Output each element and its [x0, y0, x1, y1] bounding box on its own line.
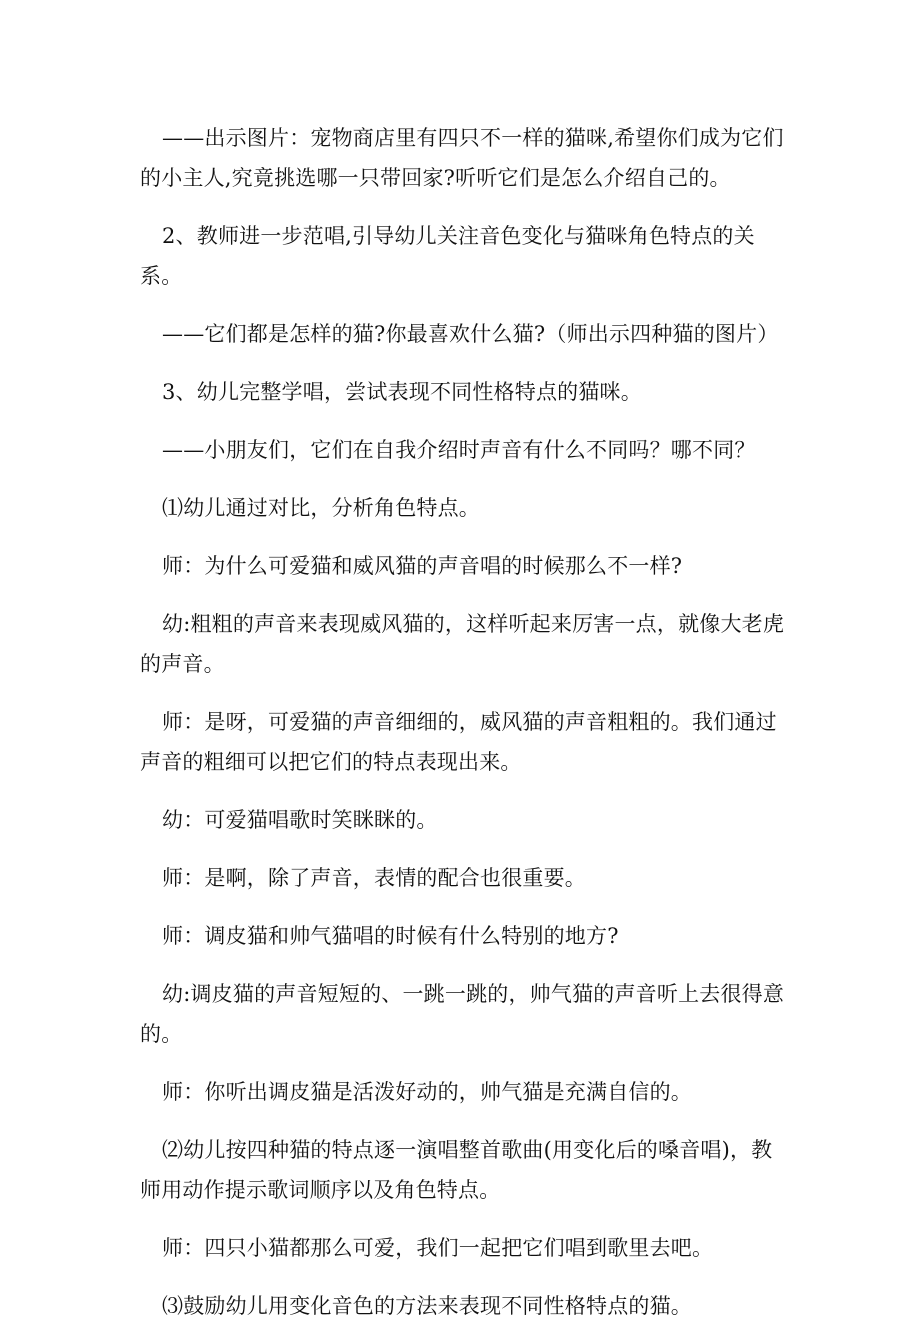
paragraph-question-voices: ——小朋友们，它们在自我介绍时声音有什么不同吗？哪不同？ — [162, 438, 756, 462]
paragraph-step-2: 2、教师进一步范唱,引导幼儿关注音色变化与猫咪角色特点的关系。 — [140, 224, 755, 288]
paragraph-teacher-6: 师：四只小猫都那么可爱，我们一起把它们唱到歌里去吧。 — [162, 1236, 714, 1260]
paragraph-child-2: 幼：可爱猫唱歌时笑眯眯的。 — [162, 808, 438, 832]
paragraph-substep-1: ⑴幼儿通过对比，分析角色特点。 — [162, 496, 480, 520]
paragraph-teacher-4: 师：调皮猫和帅气猫唱的时候有什么特别的地方? — [162, 924, 619, 948]
paragraph-child-3: 幼:调皮猫的声音短短的、一跳一跳的，帅气猫的声音听上去很得意的。 — [140, 982, 785, 1046]
document-body — [140, 118, 792, 1344]
paragraph-teacher-1: 师：为什么可爱猫和威风猫的声音唱的时候那么不一样? — [162, 554, 683, 578]
paragraph-teacher-3: 师：是啊，除了声音，表情的配合也很重要。 — [162, 866, 586, 890]
paragraph-teacher-5: 师：你听出调皮猫是活泼好动的，帅气猫是充满自信的。 — [162, 1080, 692, 1104]
paragraph-substep-2: ⑵幼儿按四种猫的特点逐一演唱整首歌曲(用变化后的嗓音唱)，教师用动作提示歌词顺序以及角色特点。 — [140, 1138, 773, 1202]
paragraph-teacher-2: 师：是呀，可爱猫的声音细细的，威风猫的声音粗粗的。我们通过声音的粗细可以把它们的特点表现出来。 — [140, 710, 777, 774]
paragraph-question-cats: ——它们都是怎样的猫?你最喜欢什么猫?（师出示四种猫的图片） — [162, 322, 779, 346]
paragraph-child-1: 幼:粗粗的声音来表现威风猫的，这样听起来厉害一点，就像大老虎的声音。 — [140, 612, 785, 676]
paragraph-substep-3: ⑶鼓励幼儿用变化音色的方法来表现不同性格特点的猫。 — [162, 1294, 692, 1318]
paragraph-show-picture: ——出示图片：宠物商店里有四只不一样的猫咪,希望你们成为它们的小主人,究竟挑选哪一只带回家?听听它们是怎么介绍自己的。 — [140, 126, 784, 190]
paragraph-step-3: 3、幼儿完整学唱，尝试表现不同性格特点的猫咪。 — [162, 380, 642, 404]
